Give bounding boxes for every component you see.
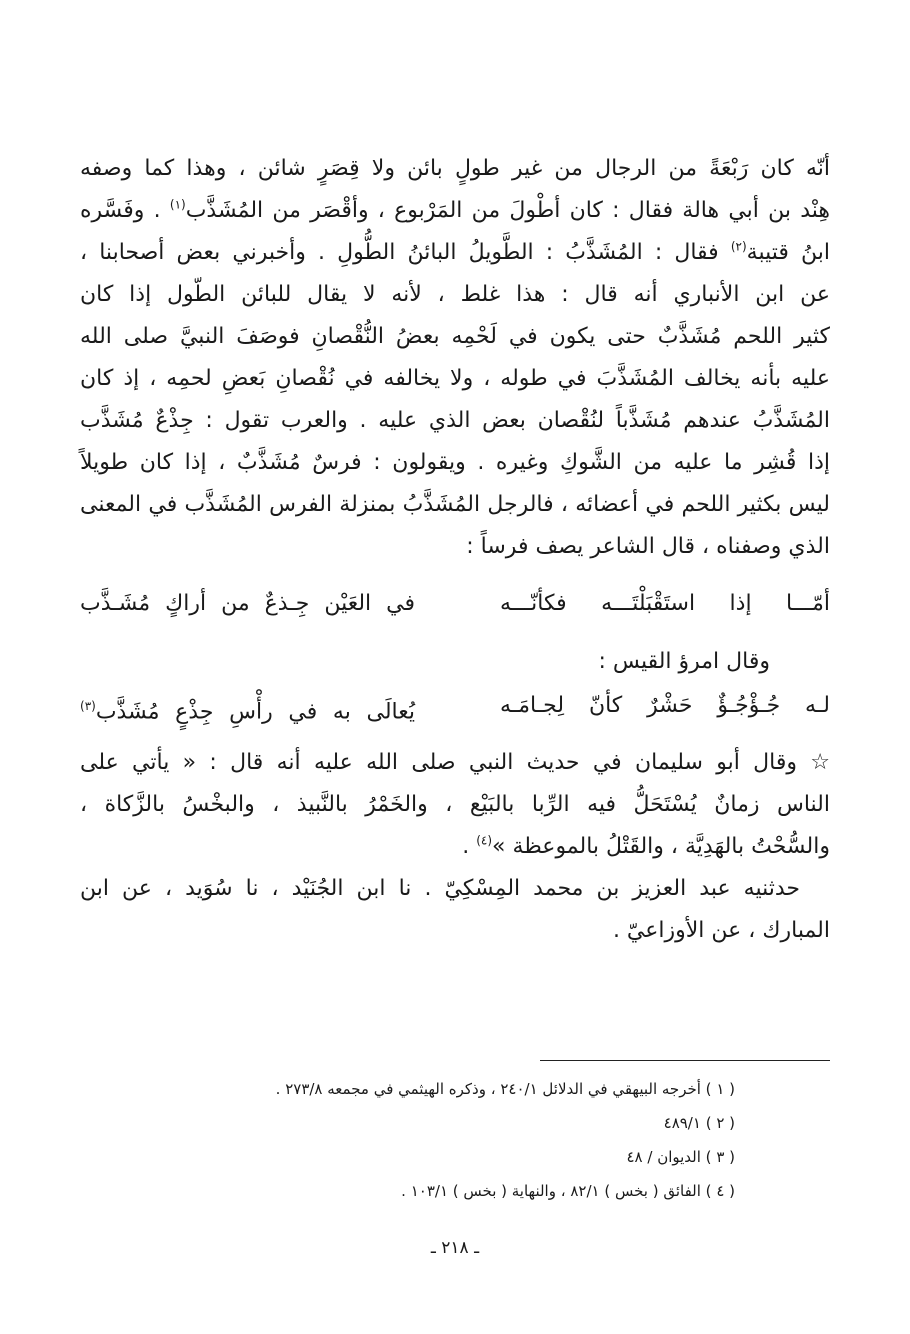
text-segment: .: [462, 834, 470, 859]
verse-first-hemistich: أمّـــا إذا استَقْبَلْتَـــه فكأنّـــه: [500, 591, 830, 616]
verse-first-hemistich: لـه جُـؤْجُـؤٌ حَشْرٌ كأنّ لِجـامَـه: [500, 693, 830, 718]
verse-second-hemistich: [80, 684, 415, 728]
text-segment: فقال : المُشَذَّبُ : الطَّويلُ البائنُ الطُّولِ . وأخبرني بعض أصحابنا ،: [80, 240, 719, 265]
footnote-mark[interactable]: (٤): [476, 833, 493, 848]
text-line: الذي وصفناه ، قال الشاعر يصف فرساً :: [466, 534, 830, 559]
text-line: إذا قُشِر ما عليه من الشَّوكِ وغيره . ويقولون : فرسٌ مُشَذَّبٌ ، إذا كان طويلاً: [80, 450, 830, 475]
verse-introduction: وقال امرؤ القيس :: [598, 649, 770, 674]
footnote-mark[interactable]: (٢): [730, 239, 747, 254]
footnote-item: ( ٣ ) الديوان / ٤٨: [626, 1148, 735, 1166]
text-segment: والسُّحْتُ بالهَدِيَّة ، والقَتْلُ بالموعظة »: [492, 834, 830, 859]
text-line: ☆ وقال أبو سليمان في حديث النبي صلى الله عليه أنه قال : « يأتي على: [80, 750, 830, 775]
spacer: [80, 626, 830, 640]
text-line: المبارك ، عن الأوزاعيّ .: [612, 918, 830, 943]
text-line: عن ابن الأنباري أنه قال : هذا غلط ، لأنه لا يقال للبائن الطّول إذا كان: [80, 282, 830, 307]
text-segment: يُعالَى به في رأْسِ جِذْعٍ مُشَذَّب: [95, 699, 415, 725]
spacer: [80, 728, 830, 742]
footnote-item: ( ١ ) أخرجه البيهقي في الدلائل ٢٤٠/١ ، وذكره الهيثمي في مجمعه ٢٧٣/٨ .: [275, 1080, 735, 1098]
footnote-mark[interactable]: (٣): [80, 699, 96, 713]
text-line: [80, 190, 830, 232]
text-line: المُشَذَّبُ عندهم مُشَذَّباً لنُقْصان بعض الذي عليه . والعرب تقول : جِذْعٌ مُشَذَّب: [80, 408, 830, 433]
page-number: ـ ٢١٨ ـ: [430, 1238, 480, 1258]
text-line: حدثنيه عبد العزيز بن محمد المِسْكِيّ . نا ابن الجُنَيْد ، نا سُوَيد ، عن ابن: [80, 876, 800, 901]
main-text: [80, 148, 830, 952]
text-line: [80, 826, 830, 868]
footnote-divider: [540, 1060, 830, 1061]
footnote-item: ( ٢ ) ٤٨٩/١: [663, 1114, 735, 1132]
verse-second-hemistich: في العَيْن جِـذعٌ من أراكٍ مُشَـذَّب: [80, 591, 415, 616]
text-line: الناس زمانٌ يُسْتَحَلُّ فيه الرِّبا بالبَيْع ، والخَمْرُ بالنَّبيذ ، والبخْسُ بالزَّكاة ،: [80, 792, 830, 817]
text-line: كثير اللحم مُشَذَّبٌ حتى يكون في لَحْمِه بعضُ النُّقْصانِ فوصَفَ النبيَّ صلى الله: [80, 324, 830, 349]
text-line: ليس بكثير اللحم في أعضائه ، فالرجل المُشَذَّبُ بمنزلة الفرس المُشَذَّب في المعنى: [80, 492, 830, 517]
text-segment: ابنُ قتيبة: [746, 240, 830, 265]
text-line: عليه بأنه يخالف المُشَذَّبَ في طوله ، ولا يخالفه في نُقْصانِ بَعضِ لحمِه ، إذ كان: [80, 366, 830, 391]
poetry-verse: [80, 684, 830, 728]
spacer: [80, 568, 830, 582]
text-line: أنّه كان رَبْعَةً من الرجال من غير طولٍ بائن ولا قِصَرٍ شائن ، وهذا كما وصفه: [80, 156, 830, 181]
poetry-verse: [80, 582, 830, 626]
footnote-mark[interactable]: (١): [169, 197, 186, 212]
footnotes: [135, 1072, 735, 1208]
text-segment: هِنْد بن أبي هالة فقال : كان أطْولَ من المَرْبوع ، وأقْصَر من المُشَذَّب: [185, 198, 831, 223]
text-segment: . وفَسَّره: [80, 198, 161, 223]
footnote-item: ( ٤ ) الفائق ( بخس ) ٨٢/١ ، والنهاية ( بخس ) ١٠٣/١ .: [401, 1182, 735, 1200]
text-line: [80, 232, 830, 274]
